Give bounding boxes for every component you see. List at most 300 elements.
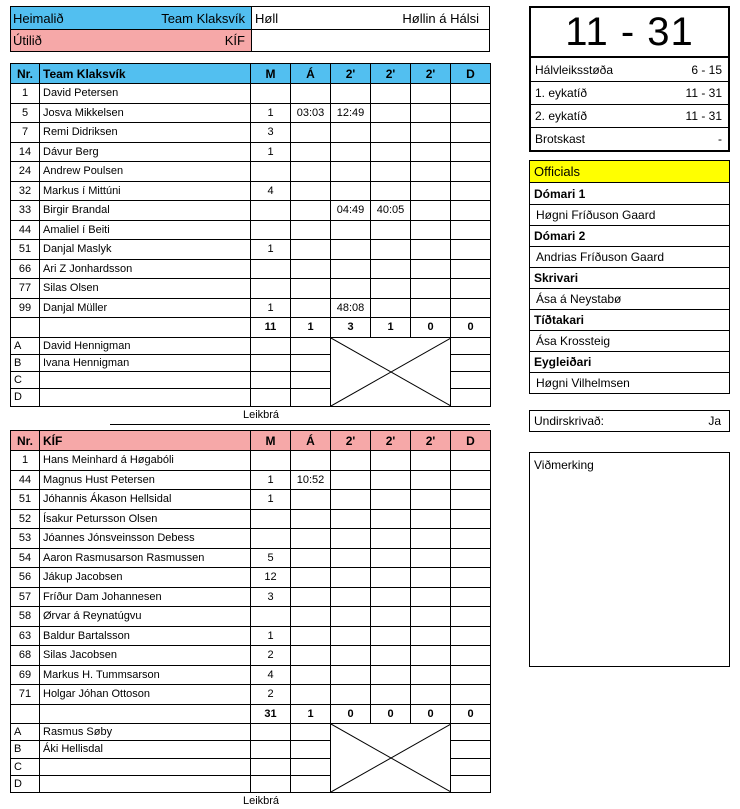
home-leikbra-line <box>110 421 490 425</box>
away-team-name: KÍF <box>224 33 245 48</box>
player-suspension-1 <box>331 646 371 666</box>
team-official-letter: D <box>11 775 40 792</box>
official-name-timekeeper: Ása Krossteig <box>530 330 729 351</box>
player-row <box>11 142 491 162</box>
away-totals-row <box>11 704 491 724</box>
official-name-observer: Høgni Vilhelmsen <box>530 372 729 393</box>
total-s3: 0 <box>411 318 451 338</box>
away-header-row <box>11 431 491 451</box>
player-suspension-2 <box>371 162 411 182</box>
player-name: Danjal Müller <box>40 298 251 318</box>
team-official-letter: B <box>11 354 40 371</box>
player-suspension-2 <box>371 607 411 627</box>
player-warning <box>291 220 331 240</box>
team-official-goals <box>251 758 291 775</box>
player-disqualification <box>451 220 491 240</box>
player-suspension-2 <box>371 451 411 471</box>
player-number: 51 <box>11 240 40 260</box>
player-warning <box>291 548 331 568</box>
player-name: Markus í Mittúni <box>40 181 251 201</box>
player-suspension-1 <box>331 568 371 588</box>
player-suspension-1 <box>331 181 371 201</box>
column-header: D <box>451 431 491 451</box>
player-suspension-3 <box>411 490 451 510</box>
total-s2: 1 <box>371 318 411 338</box>
player-warning <box>291 646 331 666</box>
player-goals <box>251 259 291 279</box>
player-name: Holgar Jóhan Ottoson <box>40 685 251 705</box>
home-roster-table <box>10 63 491 407</box>
team-official-letter: D <box>11 389 40 406</box>
player-goals: 1 <box>251 490 291 510</box>
player-warning <box>291 298 331 318</box>
player-number: 14 <box>11 142 40 162</box>
player-name: Magnus Hust Petersen <box>40 470 251 490</box>
team-official-goals <box>251 372 291 389</box>
hall-cell <box>251 7 489 29</box>
player-suspension-2 <box>371 509 411 529</box>
player-number: 52 <box>11 509 40 529</box>
player-suspension-3 <box>411 84 451 104</box>
player-number: 71 <box>11 685 40 705</box>
player-number: 51 <box>11 490 40 510</box>
team-official-disqualification <box>451 337 491 354</box>
player-suspension-2 <box>371 181 411 201</box>
player-suspension-1 <box>331 142 371 162</box>
score-row-value: - <box>718 132 722 146</box>
player-suspension-2 <box>371 529 411 549</box>
player-suspension-3 <box>411 548 451 568</box>
player-warning <box>291 665 331 685</box>
player-suspension-3 <box>411 103 451 123</box>
team-official-letter: A <box>11 724 40 741</box>
official-name-referee-2: Andrias Fríðuson Gaard <box>530 246 729 267</box>
column-header-team: KÍF <box>40 431 251 451</box>
player-suspension-2 <box>371 490 411 510</box>
column-header: 2' <box>371 64 411 84</box>
official-name-referee-1: Høgni Fríðuson Gaard <box>530 204 729 225</box>
totals-blank <box>11 318 40 338</box>
team-official-row <box>11 337 491 354</box>
player-suspension-3 <box>411 298 451 318</box>
team-official-warning <box>291 372 331 389</box>
player-suspension-1 <box>331 259 371 279</box>
player-name: Amaliel í Beiti <box>40 220 251 240</box>
away-info-row <box>11 29 489 51</box>
team-official-letter: C <box>11 372 40 389</box>
total-s2: 0 <box>371 704 411 724</box>
player-number: 53 <box>11 529 40 549</box>
player-goals: 1 <box>251 470 291 490</box>
player-name: Jákup Jacobsen <box>40 568 251 588</box>
team-official-row <box>11 724 491 741</box>
player-suspension-3 <box>411 451 451 471</box>
player-suspension-3 <box>411 587 451 607</box>
player-disqualification <box>451 548 491 568</box>
player-goals <box>251 220 291 240</box>
player-disqualification <box>451 84 491 104</box>
player-suspension-1 <box>331 470 371 490</box>
total-s1: 3 <box>331 318 371 338</box>
crossed-out-box <box>331 337 451 406</box>
player-disqualification <box>451 646 491 666</box>
totals-blank <box>40 704 251 724</box>
player-row <box>11 548 491 568</box>
player-goals <box>251 607 291 627</box>
crossed-out-box <box>331 724 451 793</box>
player-disqualification <box>451 259 491 279</box>
player-suspension-2 <box>371 220 411 240</box>
player-name: Markus H. Tummsarson <box>40 665 251 685</box>
player-suspension-1 <box>331 162 371 182</box>
player-name: Josva Mikkelsen <box>40 103 251 123</box>
team-official-name <box>40 758 251 775</box>
team-official-warning <box>291 337 331 354</box>
player-warning <box>291 279 331 299</box>
player-goals: 5 <box>251 548 291 568</box>
player-number: 63 <box>11 626 40 646</box>
team-official-warning <box>291 724 331 741</box>
player-number: 57 <box>11 587 40 607</box>
player-name: Dávur Berg <box>40 142 251 162</box>
player-warning <box>291 240 331 260</box>
player-goals: 2 <box>251 646 291 666</box>
remarks-title: Viðmerking <box>534 458 594 472</box>
player-suspension-2 <box>371 568 411 588</box>
player-warning <box>291 181 331 201</box>
team-official-disqualification <box>451 372 491 389</box>
player-row <box>11 568 491 588</box>
player-goals: 1 <box>251 298 291 318</box>
player-name: Birgir Brandal <box>40 201 251 221</box>
player-name: Silas Jacobsen <box>40 646 251 666</box>
player-number: 24 <box>11 162 40 182</box>
player-suspension-3 <box>411 123 451 143</box>
player-number: 66 <box>11 259 40 279</box>
officials-panel <box>529 160 730 394</box>
player-suspension-1 <box>331 587 371 607</box>
score-row-label: Hálvleiksstøða <box>535 62 614 77</box>
player-number: 99 <box>11 298 40 318</box>
signature-value: Ja <box>708 414 721 428</box>
player-number: 1 <box>11 84 40 104</box>
player-goals <box>251 451 291 471</box>
player-suspension-3 <box>411 607 451 627</box>
player-name: Hans Meinhard á Høgabóli <box>40 451 251 471</box>
player-number: 33 <box>11 201 40 221</box>
team-official-disqualification <box>451 758 491 775</box>
official-role-referee-2: Dómari 2 <box>530 225 729 246</box>
away-roster-table <box>10 430 491 793</box>
total-s3: 0 <box>411 704 451 724</box>
player-suspension-2 <box>371 665 411 685</box>
team-official-name: David Hennigman <box>40 337 251 354</box>
team-official-letter: A <box>11 337 40 354</box>
player-suspension-2: 40:05 <box>371 201 411 221</box>
player-suspension-2 <box>371 548 411 568</box>
player-name: Remi Didriksen <box>40 123 251 143</box>
total-s1: 0 <box>331 704 371 724</box>
away-leikbra <box>10 795 490 807</box>
player-warning <box>291 587 331 607</box>
total-a: 1 <box>291 704 331 724</box>
player-disqualification <box>451 470 491 490</box>
team-official-disqualification <box>451 775 491 792</box>
player-goals: 3 <box>251 587 291 607</box>
player-number: 58 <box>11 607 40 627</box>
player-suspension-1 <box>331 548 371 568</box>
player-suspension-3 <box>411 240 451 260</box>
home-leikbra <box>10 409 490 421</box>
player-suspension-2 <box>371 587 411 607</box>
player-suspension-1: 12:49 <box>331 103 371 123</box>
away-team-cell <box>11 30 251 51</box>
score-row-value: 6 - 15 <box>691 62 722 77</box>
player-row <box>11 298 491 318</box>
column-header: 2' <box>331 64 371 84</box>
home-header-row <box>11 64 491 84</box>
player-suspension-2 <box>371 142 411 162</box>
player-disqualification <box>451 123 491 143</box>
signature-box <box>529 410 730 432</box>
team-official-letter: C <box>11 758 40 775</box>
player-name: Aaron Rasmusarson Rasmussen <box>40 548 251 568</box>
player-suspension-2 <box>371 84 411 104</box>
player-number: 7 <box>11 123 40 143</box>
player-warning <box>291 259 331 279</box>
player-disqualification <box>451 587 491 607</box>
column-header: D <box>451 64 491 84</box>
team-official-name <box>40 389 251 406</box>
player-row <box>11 626 491 646</box>
player-warning <box>291 509 331 529</box>
player-number: 54 <box>11 548 40 568</box>
score-row-value: 11 - 31 <box>685 86 722 100</box>
player-warning <box>291 568 331 588</box>
team-official-warning <box>291 758 331 775</box>
player-warning: 03:03 <box>291 103 331 123</box>
player-goals: 3 <box>251 123 291 143</box>
column-header: 2' <box>331 431 371 451</box>
official-role-referee-1: Dómari 1 <box>534 186 586 201</box>
column-header: M <box>251 431 291 451</box>
officials-title: Officials <box>530 161 729 183</box>
away-roster <box>10 430 490 809</box>
player-row <box>11 103 491 123</box>
player-suspension-1 <box>331 665 371 685</box>
player-suspension-2 <box>371 279 411 299</box>
total-d: 0 <box>451 704 491 724</box>
player-name: Fríður Dam Johannesen <box>40 587 251 607</box>
total-a: 1 <box>291 318 331 338</box>
player-suspension-1 <box>331 685 371 705</box>
player-suspension-3 <box>411 685 451 705</box>
column-header: 2' <box>411 64 451 84</box>
remarks-box <box>529 452 730 667</box>
player-warning <box>291 123 331 143</box>
totals-blank <box>40 318 251 338</box>
player-suspension-1 <box>331 84 371 104</box>
player-warning <box>291 162 331 182</box>
signature-label: Undirskrivað: <box>534 414 605 428</box>
player-row <box>11 490 491 510</box>
official-role-timekeeper: Tíðtakari <box>530 309 729 330</box>
player-name: David Petersen <box>40 84 251 104</box>
column-header: 2' <box>371 431 411 451</box>
player-disqualification <box>451 685 491 705</box>
player-row <box>11 665 491 685</box>
player-warning: 10:52 <box>291 470 331 490</box>
player-warning <box>291 529 331 549</box>
player-goals: 1 <box>251 240 291 260</box>
player-suspension-1 <box>331 451 371 471</box>
player-suspension-1 <box>331 607 371 627</box>
column-header: Á <box>291 431 331 451</box>
player-goals <box>251 509 291 529</box>
player-disqualification <box>451 568 491 588</box>
player-number: 44 <box>11 470 40 490</box>
player-row <box>11 201 491 221</box>
team-official-goals <box>251 775 291 792</box>
player-suspension-1 <box>331 529 371 549</box>
player-disqualification <box>451 201 491 221</box>
player-warning <box>291 142 331 162</box>
hall-label: Høll <box>255 10 279 26</box>
team-official-letter: B <box>11 741 40 758</box>
player-name: Danjal Maslyk <box>40 240 251 260</box>
team-official-goals <box>251 354 291 371</box>
player-disqualification <box>451 142 491 162</box>
player-suspension-1 <box>331 220 371 240</box>
team-official-name <box>40 372 251 389</box>
player-name: Jóannes Jónsveinsson Debess <box>40 529 251 549</box>
player-warning <box>291 626 331 646</box>
player-row <box>11 607 491 627</box>
player-warning <box>291 685 331 705</box>
official-role-scorekeeper: Skrivari <box>530 267 729 288</box>
player-number: 32 <box>11 181 40 201</box>
player-suspension-3 <box>411 568 451 588</box>
home-team-name: Team Klaksvík <box>161 10 245 26</box>
player-disqualification <box>451 509 491 529</box>
player-name: Ari Z Jonhardsson <box>40 259 251 279</box>
player-row <box>11 685 491 705</box>
player-disqualification <box>451 103 491 123</box>
player-disqualification <box>451 665 491 685</box>
player-number: 69 <box>11 665 40 685</box>
player-disqualification <box>451 451 491 471</box>
player-suspension-1 <box>331 240 371 260</box>
team-official-name: Rasmus Søby <box>40 724 251 741</box>
column-header: Á <box>291 64 331 84</box>
column-header-nr: Nr. <box>11 64 40 84</box>
total-d: 0 <box>451 318 491 338</box>
home-leikbra-label: Leikbrá <box>242 408 280 421</box>
total-m: 11 <box>251 318 291 338</box>
player-number: 44 <box>11 220 40 240</box>
team-official-disqualification <box>451 354 491 371</box>
player-suspension-2 <box>371 123 411 143</box>
player-suspension-3 <box>411 259 451 279</box>
player-row <box>11 220 491 240</box>
team-official-goals <box>251 337 291 354</box>
player-suspension-2 <box>371 470 411 490</box>
final-score: 11 - 31 <box>531 8 728 58</box>
player-suspension-3 <box>411 181 451 201</box>
column-header-team: Team Klaksvík <box>40 64 251 84</box>
player-suspension-3 <box>411 142 451 162</box>
player-row <box>11 123 491 143</box>
player-suspension-3 <box>411 162 451 182</box>
team-official-goals <box>251 724 291 741</box>
player-suspension-3 <box>411 279 451 299</box>
player-row <box>11 529 491 549</box>
player-suspension-2 <box>371 685 411 705</box>
player-name: Ørvar á Reynatúgvu <box>40 607 251 627</box>
player-disqualification <box>451 279 491 299</box>
player-goals: 4 <box>251 181 291 201</box>
home-totals-row <box>11 318 491 338</box>
player-suspension-1 <box>331 123 371 143</box>
home-label: Heimalið <box>13 10 64 26</box>
team-official-warning <box>291 775 331 792</box>
player-warning <box>291 451 331 471</box>
player-row <box>11 84 491 104</box>
player-suspension-2 <box>371 626 411 646</box>
player-goals <box>251 201 291 221</box>
team-official-disqualification <box>451 389 491 406</box>
player-suspension-3 <box>411 665 451 685</box>
player-name: Ísakur Petursson Olsen <box>40 509 251 529</box>
team-official-warning <box>291 741 331 758</box>
player-number: 68 <box>11 646 40 666</box>
player-number: 77 <box>11 279 40 299</box>
player-warning <box>291 201 331 221</box>
player-disqualification <box>451 626 491 646</box>
player-suspension-2 <box>371 298 411 318</box>
score-row-label: 2. eykatíð <box>535 109 588 123</box>
column-header: M <box>251 64 291 84</box>
player-disqualification <box>451 298 491 318</box>
total-m: 31 <box>251 704 291 724</box>
player-suspension-1: 04:49 <box>331 201 371 221</box>
team-official-name: Áki Hellisdal <box>40 741 251 758</box>
player-row <box>11 181 491 201</box>
match-info <box>10 6 490 52</box>
column-header: 2' <box>411 431 451 451</box>
official-name-scorekeeper: Ása á Neystabø <box>530 288 729 309</box>
home-roster <box>10 63 490 425</box>
team-official-goals <box>251 741 291 758</box>
player-suspension-1 <box>331 279 371 299</box>
home-team-cell <box>11 7 251 29</box>
team-official-disqualification <box>451 741 491 758</box>
team-official-disqualification <box>451 724 491 741</box>
player-warning <box>291 607 331 627</box>
score-panel <box>529 6 730 152</box>
player-suspension-1 <box>331 626 371 646</box>
player-suspension-3 <box>411 220 451 240</box>
player-disqualification <box>451 181 491 201</box>
team-official-warning <box>291 354 331 371</box>
player-suspension-2 <box>371 103 411 123</box>
player-disqualification <box>451 162 491 182</box>
player-row <box>11 451 491 471</box>
player-suspension-3 <box>411 646 451 666</box>
player-name: Silas Olsen <box>40 279 251 299</box>
player-suspension-2 <box>371 240 411 260</box>
score-row-value: 11 - 31 <box>685 109 722 123</box>
